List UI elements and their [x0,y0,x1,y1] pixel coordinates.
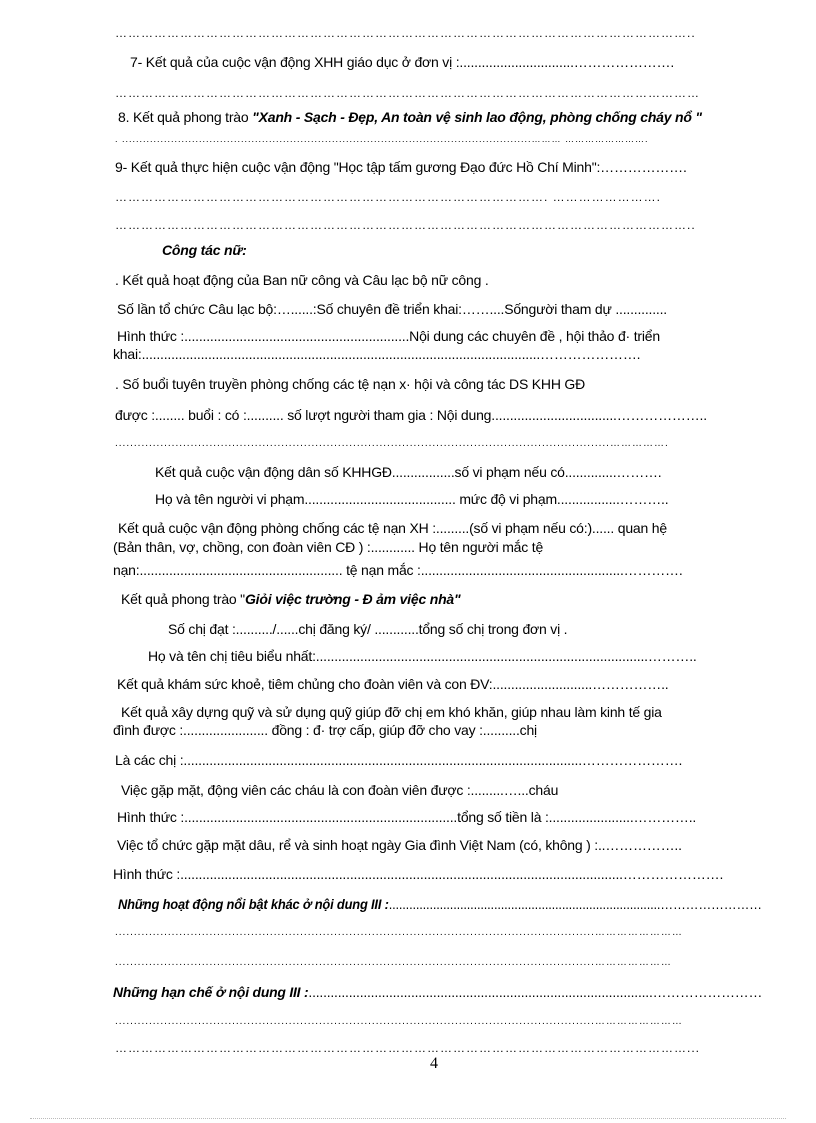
limitations [113,983,762,1001]
club-format-content: Hình thức :.............................................................Nội dung các chuyên đề , hội thảo đ· triển [117,328,660,344]
dotted-line-8: ...............................................................................................................................…………………… [115,1016,683,1027]
movement-label: Kết quả phong trào " [121,591,245,607]
propaganda-participants: được :........ buổi : có :.......... số lượt người tham gia : Nội dung..................................……………….. [115,407,707,423]
page-bottom-rule [30,1118,786,1119]
dotted-line-5: ...................................................................................................................................……………. [115,438,669,449]
limitations-label: Những hạn chế ở nội dung III : [113,984,309,1000]
violator-name: Họ và tên người vi phạm......................................... mức độ vi phạm.................……….. [155,491,669,507]
dotted-line-7: ...............................................................................................................................………………… [115,957,672,968]
other-highlights-label: Những hoạt động nổi bật khác ở nội dung III : [118,896,389,912]
social-evils-type: nạn:....................................................... tệ nạn mắc :.......................................................…………. [113,562,683,578]
item-8-green-clean-movement [118,108,702,126]
item-8-dotted-line: . .....................................................................................................................……… ……………………. [115,134,649,144]
good-work-good-home-movement [121,590,460,608]
club-deployed: khai:............................................................................................................…………………. [113,346,641,362]
outstanding-woman-name: Họ và tên chị tiêu biểu nhất:..........................................................................................……….. [148,648,697,664]
propaganda-sessions: . Số buổi tuyên truyền phòng chống các tệ nạn x· hội và công tác DS KHH GĐ [115,376,586,392]
item-8-label: 8. Kết quả phong trào [118,109,253,125]
family-day-meeting: Việc tổ chức gặp mặt dâu, rể và sinh hoạt ngày Gia đình Việt Nam (có, không ) :..…………….. [117,837,682,853]
children-meeting-format: Hình thức :..........................................................................tổng số tiền là :.......................………….. [117,809,697,825]
dotted-line-4: …………………………………………………………………………………………………………………….. [115,218,696,232]
social-evils-relation: (Bản thân, vợ, chồng, con đoàn viên CĐ ) :............ Họ tên người mắc tệ [113,539,544,555]
club-sessions-count: Số lần tổ chức Câu lạc bộ:…......:Số chuyên đề triển khai:……....Sốngười tham dự .............. [117,301,667,317]
population-campaign-results: Kết quả cuộc vận động dân số KHHGĐ.................số vi phạm nếu có..............………. [155,464,662,480]
dotted-line-2: ……………………………………………………………………………………………………………………… [115,86,700,100]
item-8-movement-name: "Xanh - Sạch - Đẹp, An toàn vệ sinh lao động, phòng chống cháy nổ " [252,109,702,125]
family-day-format: Hình thức :........................................................................................................................…………………. [113,866,724,882]
dotted-line-3: ………………………………………………………………………………………. ……………………. [115,190,662,204]
movement-name: Giỏi việc trường - Đ ảm việc nhà" [244,591,461,607]
health-check-results: Kết quả khám sức khoẻ, tiêm chủng cho đoàn viên và con ĐV:...........................…………….. [117,676,669,692]
dotted-line-top: …………………………………………………………………………………………………………………….. [115,26,696,40]
other-highlights [118,895,762,913]
limitations-dots: ..............................................................................................…………………… [308,984,763,1000]
dotted-line-6: ...............................................................................................................................…………………… [115,927,683,938]
item-9-ho-chi-minh-campaign: 9- Kết quả thực hiện cuộc vận động "Học tập tấm gương Đạo đức Hồ Chí Minh":………………. [115,159,687,175]
dotted-line-9: ……………………………………………………………………………………………………………………... [115,1041,701,1055]
item-7-xhh-education: 7- Kết quả của cuộc vận động XHH giáo dục ở đơn vị :...............................…………………. [130,54,675,70]
women-achieved-count: Số chị đạt :........../......chị đăng ký/ ............tổng số chị trong đơn vị . [168,621,568,637]
children-meeting: Việc gặp mặt, động viên các cháu là con đoàn viên được :.........…...cháu [121,782,559,798]
section-heading-women-affairs: Công tác nữ: [162,242,247,258]
women-club-results: . Kết quả hoạt động của Ban nữ công và Câu lạc bộ nữ công . [115,272,489,288]
fund-amount: đình được :....................... đồng : đ· trợ cấp, giúp đỡ cho vay :..........chị [113,722,537,738]
social-evils-campaign: Kết quả cuộc vận động phòng chống các tệ nạn XH :.........(số vi phạm nếu có:)...... quan hệ [118,520,667,536]
fund-results: Kết quả xây dựng quỹ và sử dụng quỹ giúp đỡ chị em khó khăn, giúp nhau làm kinh tế gia [121,704,662,720]
page-number: 4 [430,1055,438,1072]
other-highlights-dots: ................................................................................…………………… [388,896,762,912]
fund-recipients: Là các chị :............................................................................................................…………………. [115,752,683,768]
